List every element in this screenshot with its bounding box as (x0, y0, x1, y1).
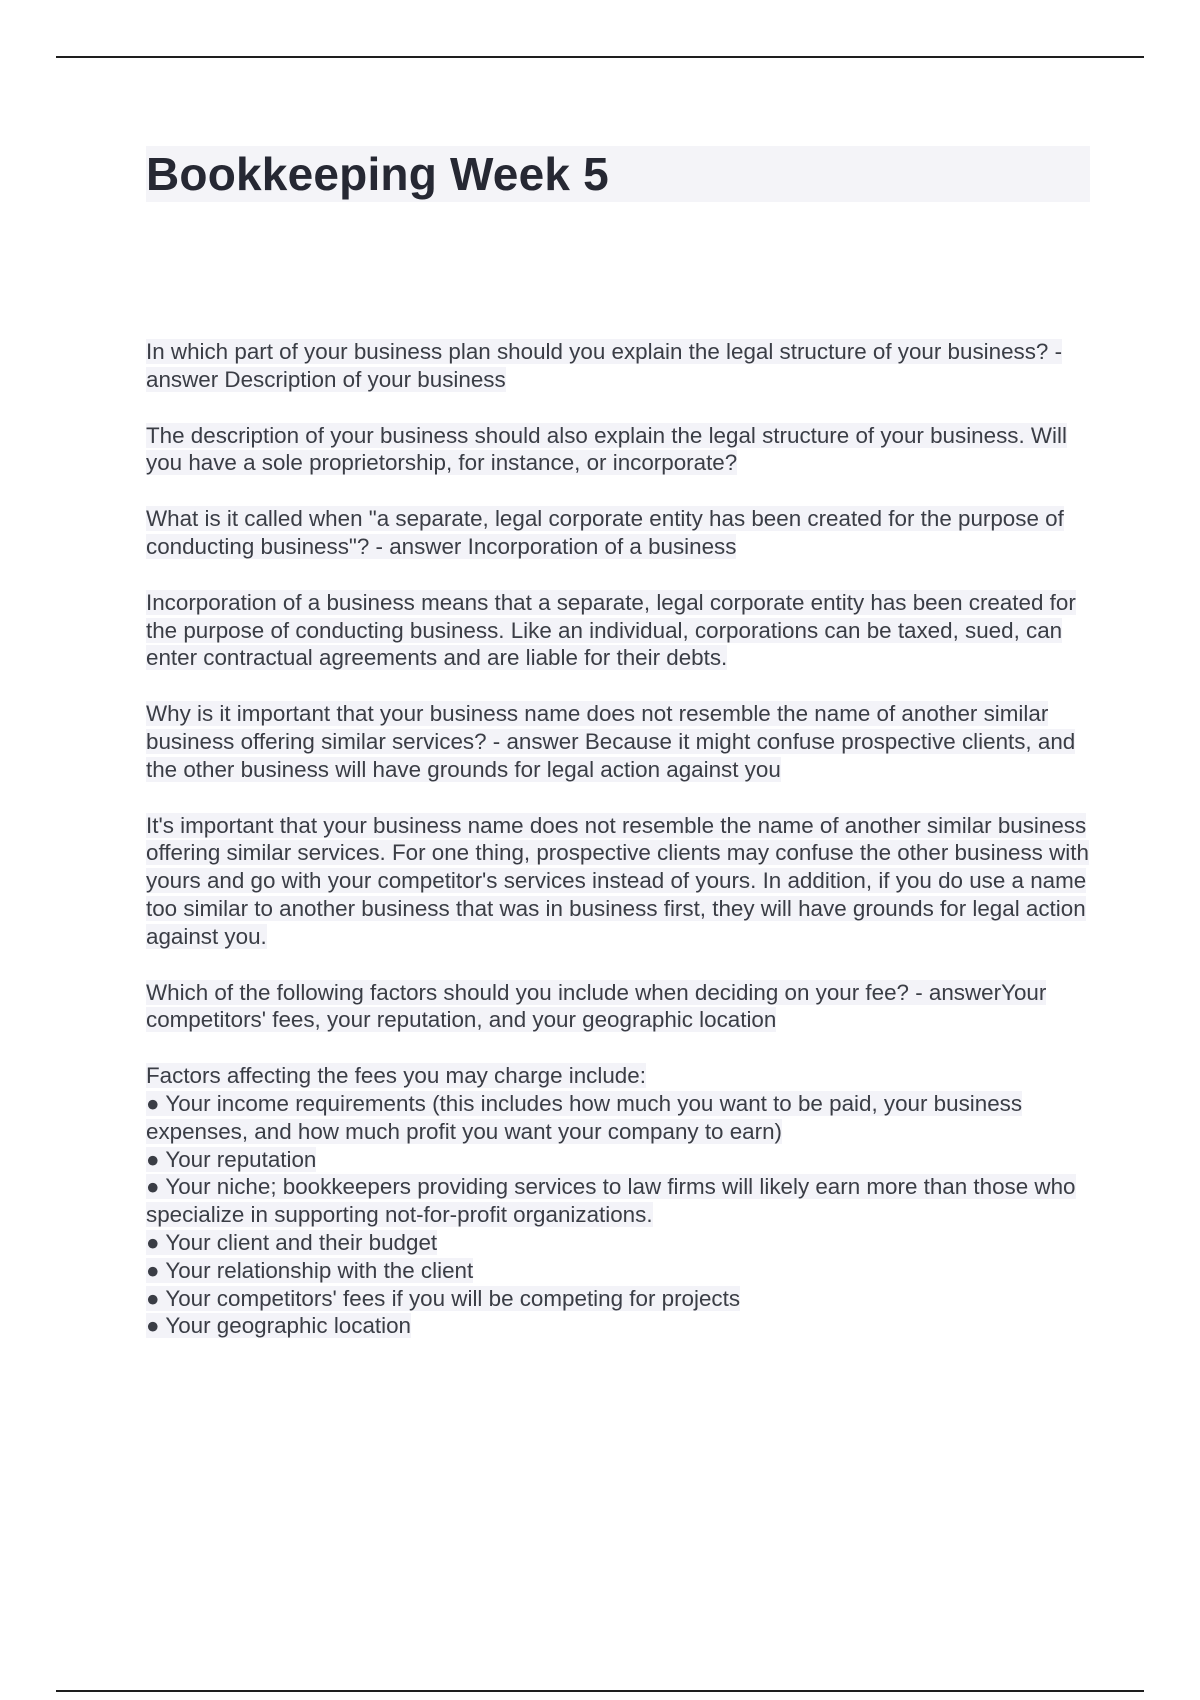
factor-item-text: ● Your geographic location (146, 1313, 411, 1339)
question-4 (146, 979, 1090, 1035)
explanation-2 (146, 589, 1090, 672)
question-1 (146, 338, 1090, 394)
explanation-1 (146, 422, 1090, 478)
factor-item (146, 1229, 1090, 1257)
page-title: Bookkeeping Week 5 (146, 146, 1090, 202)
factor-item (146, 1312, 1090, 1340)
factor-item-text: ● Your relationship with the client (146, 1257, 474, 1283)
factor-item-text: ● Your reputation (146, 1146, 317, 1172)
question-2 (146, 505, 1090, 561)
factors-intro (146, 1062, 1090, 1090)
question-3-text: Why is it important that your business name does not resemble the name of another similar business offering similar services? - answer Because it might confuse prospective clients, and the other business will have grounds for legal action against you (146, 701, 1076, 782)
factor-item (146, 1146, 1090, 1174)
explanation-1-text: The description of your business should also explain the legal structure of your business. Will you have a sole proprietorship, for instance, or incorporate? (146, 422, 1067, 476)
question-2-text: What is it called when "a separate, legal corporate entity has been created for the purpose of conducting business"? - answer Incorporation of a business (146, 506, 1064, 559)
factors-list (146, 1062, 1090, 1340)
top-rule (56, 56, 1144, 58)
question-4-text: Which of the following factors should you include when deciding on your fee? - answerYour competitors' fees, your reputation, and your geographic location (146, 979, 1047, 1033)
factor-item (146, 1090, 1090, 1146)
factor-item-text: ● Your client and their budget (146, 1229, 438, 1255)
factor-item-text: ● Your niche; bookkeepers providing services to law firms will likely earn more than those who specialize in supporting not-for-profit organizations. (146, 1174, 1076, 1228)
explanation-3 (146, 812, 1090, 951)
factor-item-text: ● Your income requirements (this includes how much you want to be paid, your business expenses, and how much profit you want your company to earn) (146, 1090, 1023, 1144)
explanation-3-text: It's important that your business name does not resemble the name of another similar business offering similar services. For one thing, prospective clients may confuse the other business with yours and go with your competitor's services instead of yours. In addition, if you do use a name too similar to another business that was in business first, they will have grounds for legal action against you. (146, 812, 1089, 949)
title-block (146, 146, 1090, 202)
question-3 (146, 700, 1090, 783)
explanation-2-text: Incorporation of a business means that a separate, legal corporate entity has been created for the purpose of conducting business. Like an individual, corporations can be taxed, sued, can enter contractual agreements and are liable for their debts. (146, 589, 1076, 671)
factors-intro-text: Factors affecting the fees you may charge include: (146, 1063, 646, 1089)
document-body (146, 338, 1090, 1368)
bottom-rule (56, 1690, 1144, 1692)
factor-item (146, 1285, 1090, 1313)
factor-item-text: ● Your competitors' fees if you will be competing for projects (146, 1285, 741, 1311)
question-1-text: In which part of your business plan should you explain the legal structure of your business? - answer Description of your business (146, 339, 1063, 392)
factor-item (146, 1257, 1090, 1285)
factor-item (146, 1173, 1090, 1229)
